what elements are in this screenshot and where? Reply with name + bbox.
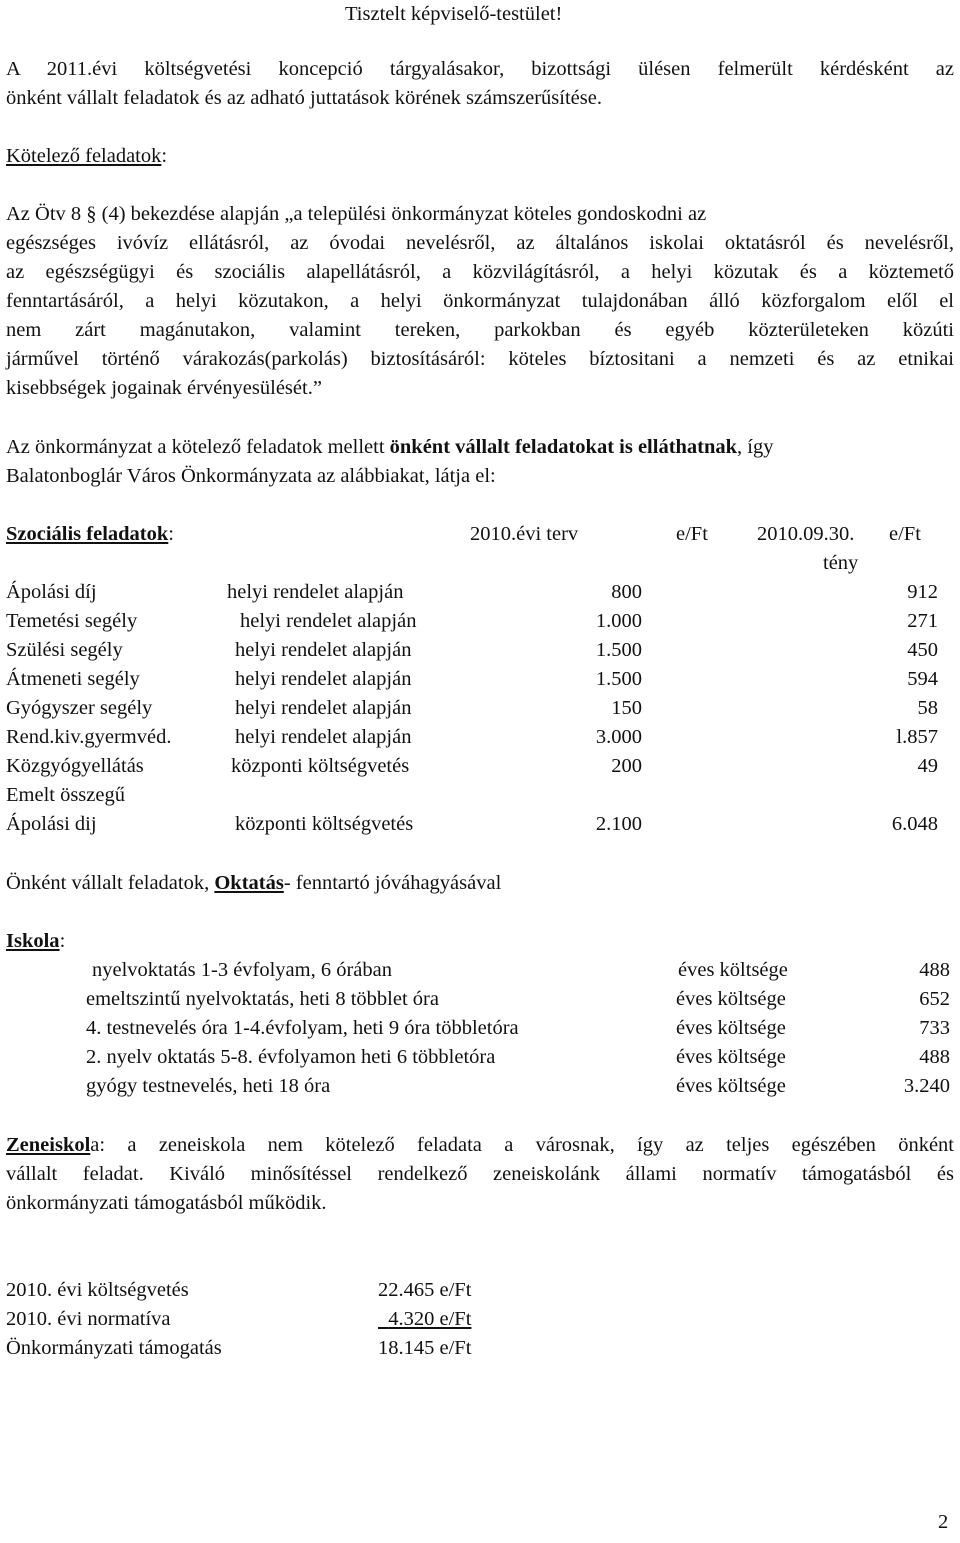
social-row-name: Ápolási dij	[6, 813, 97, 835]
social-row-actual: 450	[907, 639, 938, 661]
voluntary-intro-bold: önként vállalt feladatokat is elláthatnak	[389, 436, 738, 458]
school-item-desc: 2. nyelv oktatás 5-8. évfolyamon heti 6 többletóra	[86, 1046, 496, 1068]
social-row-basis: helyi rendelet alapján	[235, 726, 412, 748]
social-row-plan: 200	[611, 755, 642, 777]
school-heading-text: Iskola	[6, 930, 60, 952]
social-row-actual: 594	[907, 668, 938, 690]
education-title-tail: - fenntartó jóváhagyásával	[283, 872, 502, 894]
budget-value-underlined	[378, 1305, 471, 1334]
school-item-desc: 4. testnevelés óra 1-4.évfolyam, heti 9 óra többletóra	[86, 1017, 519, 1039]
voluntary-intro-tail: , így	[737, 436, 774, 458]
school-item-value: 733	[919, 1017, 950, 1039]
mandatory-heading-colon: :	[161, 145, 168, 167]
social-row-plan: 800	[611, 581, 642, 603]
col-actual-unit: e/Ft	[889, 523, 921, 545]
social-row-basis: helyi rendelet alapján	[235, 639, 412, 661]
budget-value: 18.145 e/Ft	[378, 1337, 472, 1359]
col-actual-subheader: tény	[823, 552, 859, 574]
social-row-name: Átmeneti segély	[6, 668, 140, 690]
school-heading	[6, 927, 65, 956]
social-row-basis: központi költségvetés	[235, 813, 414, 835]
music-heading-bold: Zeneiskol	[6, 1134, 91, 1156]
school-item-label: éves költsége	[676, 988, 786, 1010]
music-heading-rest: a: a zeneiskola nem kötelező feladata a városnak, így az teljes egészében önként	[90, 1134, 954, 1156]
education-title	[6, 869, 501, 898]
salutation: Tisztelt képviselő-testület!	[345, 3, 563, 25]
mandatory-heading-text: Kötelező feladatok	[6, 145, 162, 167]
social-row-actual: 6.048	[891, 813, 938, 835]
mandatory-line-7: kisebbségek jogainak érvényesülését.”	[6, 377, 322, 399]
social-row-basis: helyi rendelet alapján	[235, 668, 412, 690]
mandatory-line-5: nem zárt magánutakon, valamint tereken, parkokban és egyéb közterületeken közúti	[6, 319, 954, 341]
social-row-plan: 2.100	[595, 813, 642, 835]
school-item-label: éves költsége	[676, 1017, 786, 1039]
budget-value: 4.320 e/Ft	[388, 1308, 472, 1330]
social-row-plan: 3.000	[595, 726, 642, 748]
social-row-name: Szülési segély	[6, 639, 123, 661]
music-line-2: vállalt feladat. Kiváló minősítéssel rendelkező zeneiskolánk állami normatív támogatásból és	[6, 1163, 954, 1185]
social-row-actual: 49	[917, 755, 938, 777]
mandatory-line-2: egészséges ivóvíz ellátásról, az óvodai nevelésről, az általános iskolai oktatásról és nevelésről,	[6, 232, 954, 254]
school-item-value: 3.240	[903, 1075, 950, 1097]
social-row-plan: 1.000	[595, 610, 642, 632]
music-line-3: önkormányzati támogatásból működik.	[6, 1192, 327, 1214]
education-title-bold: Oktatás	[214, 872, 284, 894]
budget-value: 22.465 e/Ft	[378, 1279, 472, 1301]
budget-label: 2010. évi költségvetés	[6, 1279, 189, 1301]
music-line-1	[6, 1131, 954, 1160]
social-row-name: Rend.kiv.gyermvéd.	[6, 726, 172, 748]
school-item-desc: gyógy testnevelés, heti 18 óra	[86, 1075, 331, 1097]
social-row-actual: 58	[917, 697, 938, 719]
social-row-name: Temetési segély	[6, 610, 138, 632]
mandatory-line-4: fenntartásáról, a helyi közutakon, a helyi önkormányzat tulajdonában álló közforgalom elől el	[6, 290, 954, 312]
school-item-value: 488	[919, 959, 950, 981]
budget-label: Önkormányzati támogatás	[6, 1337, 222, 1359]
budget-label: 2010. évi normatíva	[6, 1308, 171, 1330]
social-heading-text: Szociális feladatok	[6, 523, 169, 545]
school-item-value: 652	[919, 988, 950, 1010]
col-plan-unit: e/Ft	[676, 523, 708, 545]
voluntary-intro-line-2: Balatonboglár Város Önkormányzata az alábbiakat, látja el:	[6, 465, 496, 487]
intro-line-1: A 2011.évi költségvetési koncepció tárgyalásakor, bizottsági ülésen felmerült kérdésként az	[6, 58, 954, 80]
school-item-desc: nyelvoktatás 1-3 évfolyam, 6 órában	[92, 959, 393, 981]
social-row-actual: l.857	[896, 726, 938, 748]
social-row-actual: 271	[907, 610, 938, 632]
mandatory-line-6: járművel történő várakozás(parkolás) biztosításáról: köteles bíztositani a nemzeti és az etnikai	[6, 348, 954, 370]
col-plan-header: 2010.évi terv	[470, 523, 579, 545]
social-row-name: Gyógyszer segély	[6, 697, 153, 719]
school-item-label: éves költsége	[676, 1075, 786, 1097]
social-row-basis: helyi rendelet alapján	[240, 610, 417, 632]
social-row-basis: helyi rendelet alapján	[235, 697, 412, 719]
social-row-actual: 912	[907, 581, 938, 603]
school-item-label: éves költsége	[676, 1046, 786, 1068]
col-actual-header: 2010.09.30.	[757, 523, 855, 545]
social-row-plan: 150	[611, 697, 642, 719]
page-number: 2	[938, 1511, 949, 1533]
social-row-name: Közgyógyellátás	[6, 755, 144, 777]
mandatory-line-1: Az Ötv 8 § (4) bekezdése alapján „a települési önkormányzat köteles gondoskodni az	[6, 203, 707, 225]
social-last-prefix: Emelt összegű	[6, 784, 125, 806]
mandatory-line-3: az egészségügyi és szociális alapellátásról, a közvilágításról, a helyi közutak és a köztemető	[6, 261, 954, 283]
social-row-plan: 1.500	[595, 639, 642, 661]
voluntary-intro-line-1	[6, 433, 774, 462]
social-row-plan: 1.500	[595, 668, 642, 690]
social-heading-colon: :	[168, 523, 174, 545]
education-title-text: Önként vállalt feladatok,	[6, 872, 215, 894]
school-heading-colon: :	[59, 930, 66, 952]
social-row-basis: helyi rendelet alapján	[227, 581, 404, 603]
social-heading	[6, 520, 174, 549]
school-item-label: éves költsége	[678, 959, 788, 981]
voluntary-intro-text: Az önkormányzat a kötelező feladatok mellett	[6, 436, 390, 458]
social-row-name: Ápolási díj	[6, 581, 97, 603]
school-item-desc: emeltszintű nyelvoktatás, heti 8 többlet óra	[86, 988, 439, 1010]
mandatory-heading	[6, 142, 167, 171]
intro-line-2: önként vállalt feladatok és az adható juttatások körének számszerűsítése.	[6, 87, 602, 109]
social-row-basis: központi költségvetés	[231, 755, 410, 777]
school-item-value: 488	[919, 1046, 950, 1068]
